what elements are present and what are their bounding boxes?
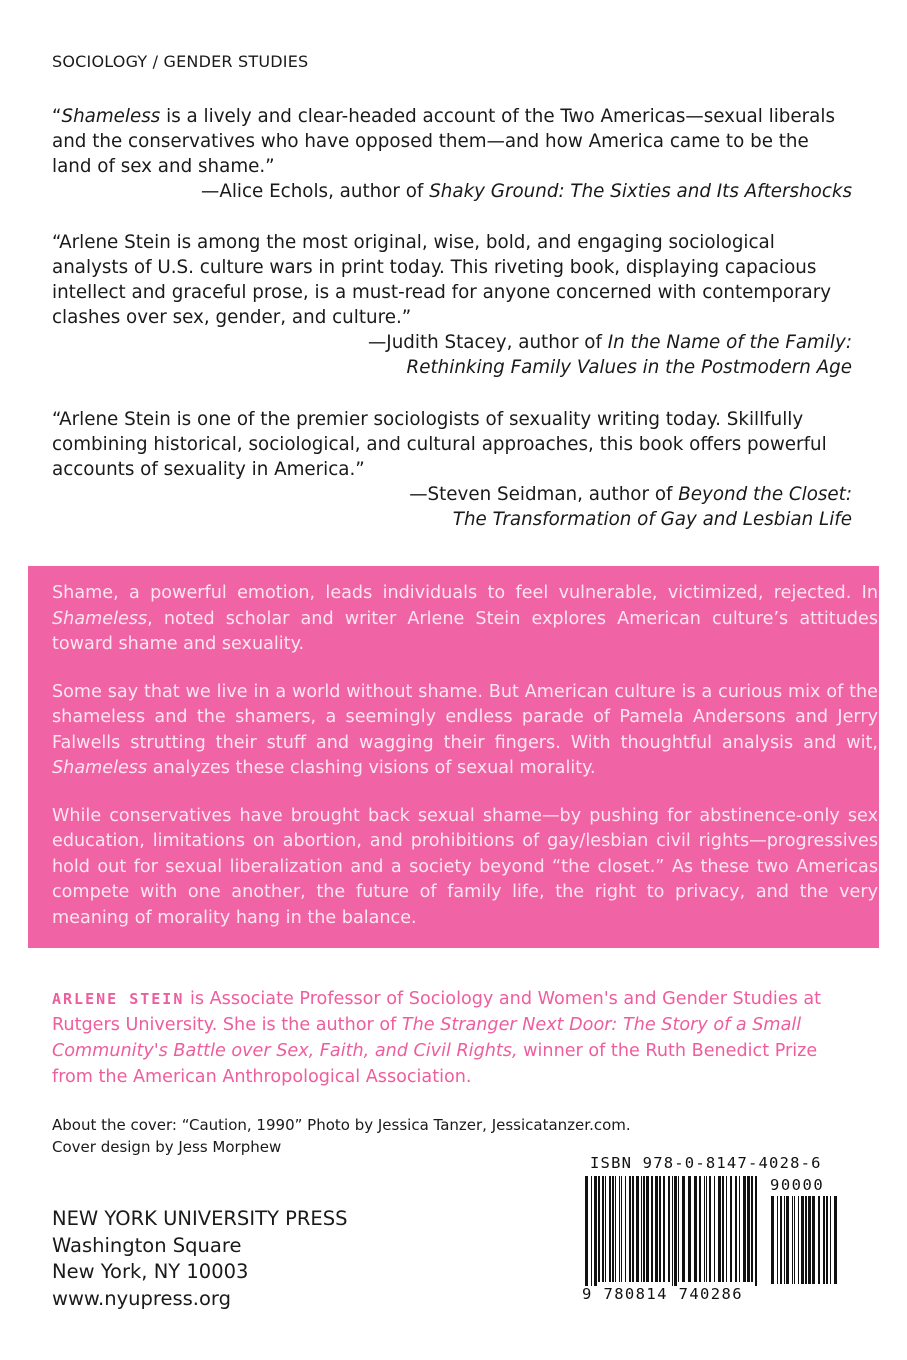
quote-text: “Shameless is a lively and clear-headed account of the Two Americas—sexual liberals and the conservatives who have opposed them—and how America came to be the land of sex and shame.” xyxy=(52,106,835,177)
barcode-bar xyxy=(784,1196,785,1284)
barcode-bar xyxy=(818,1196,820,1284)
cover-photo-credit: About the cover: “Caution, 1990” Photo by Jessica Tanzer, Jessicatanzer.com. xyxy=(52,1116,631,1134)
barcode-bar xyxy=(694,1176,697,1282)
barcode-bar xyxy=(625,1176,626,1282)
review-quote-2 xyxy=(52,230,852,380)
barcode-bar xyxy=(632,1176,634,1282)
price-addon-barcode xyxy=(770,1196,842,1286)
barcode-bar xyxy=(605,1176,606,1282)
barcode-bar xyxy=(718,1176,721,1282)
barcode-bar xyxy=(834,1196,837,1284)
barcode-bar xyxy=(794,1196,795,1284)
publisher-name: NEW YORK UNIVERSITY PRESS xyxy=(52,1207,348,1230)
publisher-address-line-2: New York, NY 10003 xyxy=(52,1260,249,1283)
price-addon-number: 90000 xyxy=(770,1176,825,1194)
barcode-bar xyxy=(619,1176,620,1282)
barcode-bar xyxy=(730,1176,732,1282)
book-title: Shameless xyxy=(61,106,161,127)
description-text xyxy=(52,581,878,953)
isbn-barcode xyxy=(584,1176,764,1286)
barcode-bar xyxy=(682,1176,685,1282)
barcode-bar xyxy=(612,1176,614,1282)
category-label: SOCIOLOGY / GENDER STUDIES xyxy=(52,52,309,71)
barcode-bar xyxy=(594,1176,597,1286)
barcode-bar xyxy=(688,1176,691,1282)
barcode-bar xyxy=(609,1176,611,1282)
barcode-bar xyxy=(786,1196,789,1284)
barcode-bar xyxy=(704,1176,705,1282)
publisher-website: www.nyupress.org xyxy=(52,1286,231,1310)
quote-text: “Arlene Stein is among the most original, wise, bold, and engaging sociological analysts of U.S. culture wars in print today. This riveting book, displaying capacious intellect and graceful prose, is a must-read for anyone concerned with contemporary clashes over sex, gender, and culture.” xyxy=(52,232,832,328)
barcode-bar xyxy=(615,1176,616,1282)
barcode-bar xyxy=(643,1176,645,1282)
barcode-bar xyxy=(714,1176,715,1282)
description-paragraph-1: Shame, a powerful emotion, leads individuals to feel vulnerable, victimized, rejected. In Shameless, noted scholar and writer Arlene Stein explores American culture’s attitudes toward shame and sexuality. xyxy=(52,583,878,654)
author-name: ARLENE STEIN xyxy=(52,990,185,1008)
barcode-bar xyxy=(739,1176,740,1282)
barcode-bar xyxy=(651,1176,653,1282)
barcode-bar xyxy=(780,1196,782,1284)
description-paragraph-3: While conservatives have brought back sexual shame—by pushing for abstinence-only sex education, limitations on abortion, and prohibitions of gay/lesbian civil rights—progressives hold out for sexual liberalization and a society beyond “the closet.” As these two Americas compete with one another, the future of family life, the right to privacy, and the very meaning of morality hang in the balance. xyxy=(52,805,878,928)
barcode-digits: 9 780814 740286 xyxy=(582,1285,743,1303)
barcode-bar xyxy=(585,1176,588,1286)
barcode-bar xyxy=(801,1196,804,1284)
cover-credits xyxy=(52,1114,631,1158)
barcode-bar xyxy=(722,1176,724,1282)
cover-design-credit: Cover design by Jess Morphew xyxy=(52,1138,282,1156)
description-paragraph-2: Some say that we live in a world without shame. But American culture is a curious mix of the shameless and the shamers, a seemingly endless parade of Pamela Andersons and Jerry Falwells strutting their stuff and wagging their fingers. With thoughtful analysis and wit, Shameless analyzes these clashing visions of sexual morality. xyxy=(52,681,878,778)
barcode-bar xyxy=(808,1196,811,1284)
barcode-bar xyxy=(709,1176,711,1282)
barcode-bar xyxy=(771,1196,774,1284)
isbn-label: ISBN 978-0-8147-4028-6 xyxy=(590,1154,822,1172)
review-quote-3 xyxy=(52,407,852,532)
barcode-bar xyxy=(735,1176,737,1282)
barcode-bar xyxy=(598,1176,600,1282)
barcode-bar xyxy=(655,1176,658,1282)
barcode-bar xyxy=(602,1176,604,1282)
quote-text: “Arlene Stein is one of the premier sociologists of sexuality writing today. Skillfully combining historical, sociological, and cultural approaches, this book offers powerful accounts of sexuality in America.” xyxy=(52,409,827,480)
barcode-bar xyxy=(777,1196,778,1284)
barcode-bar xyxy=(641,1176,642,1282)
quote-attribution: —Judith Stacey, author of In the Name of the Family: Rethinking Family Values in the Postmodern Age xyxy=(368,332,852,378)
barcode-bar xyxy=(672,1176,673,1286)
barcode-bar xyxy=(755,1176,757,1286)
barcode-bar xyxy=(668,1176,670,1282)
barcode-bar xyxy=(674,1176,677,1286)
barcode-bar xyxy=(830,1196,831,1284)
barcode-bar xyxy=(591,1176,592,1286)
author-bio: ARLENE STEIN is Associate Professor of Sociology and Women's and Gender Studies at Rutgers University. She is the author of The Stranger Next Door: The Story of a Small Community's Battle over Sex, Faith, and Civil Rights, winner of the Ruth Benedict Prize from the American Anthropological Association. xyxy=(52,989,822,1087)
description-panel xyxy=(28,566,879,948)
barcode-bar xyxy=(646,1176,649,1282)
barcode-bar xyxy=(706,1176,707,1282)
barcode-bar xyxy=(805,1196,807,1284)
barcode-bar xyxy=(812,1196,815,1284)
barcode-bar xyxy=(678,1176,679,1282)
barcode-bar xyxy=(751,1176,753,1282)
publisher-address-line-1: Washington Square xyxy=(52,1233,242,1257)
review-quote-1 xyxy=(52,104,852,204)
barcode-bar xyxy=(823,1196,825,1284)
barcode-bar xyxy=(636,1176,639,1282)
quote-attribution: —Alice Echols, author of Shaky Ground: The Sixties and Its Aftershocks xyxy=(201,181,852,202)
barcode-bar xyxy=(621,1176,622,1282)
barcode-bar xyxy=(663,1176,665,1282)
barcode-bar xyxy=(629,1176,631,1282)
book-title: The Stranger Next Door: The Story of a Small Community's Battle over Sex, Faith, and Civil Rights, xyxy=(52,1015,802,1061)
barcode-bar xyxy=(699,1176,701,1282)
barcode-bar xyxy=(747,1176,750,1282)
barcode-bar xyxy=(826,1196,828,1284)
publisher-block xyxy=(52,1206,347,1312)
barcode-bar xyxy=(792,1196,793,1284)
quote-attribution: —Steven Seidman, author of Beyond the Closet: The Transformation of Gay and Lesbian Life xyxy=(409,484,852,530)
barcode-bar xyxy=(726,1176,727,1282)
barcode-bar xyxy=(659,1176,661,1282)
barcode-bar xyxy=(743,1176,746,1282)
barcode-bar xyxy=(798,1196,799,1284)
